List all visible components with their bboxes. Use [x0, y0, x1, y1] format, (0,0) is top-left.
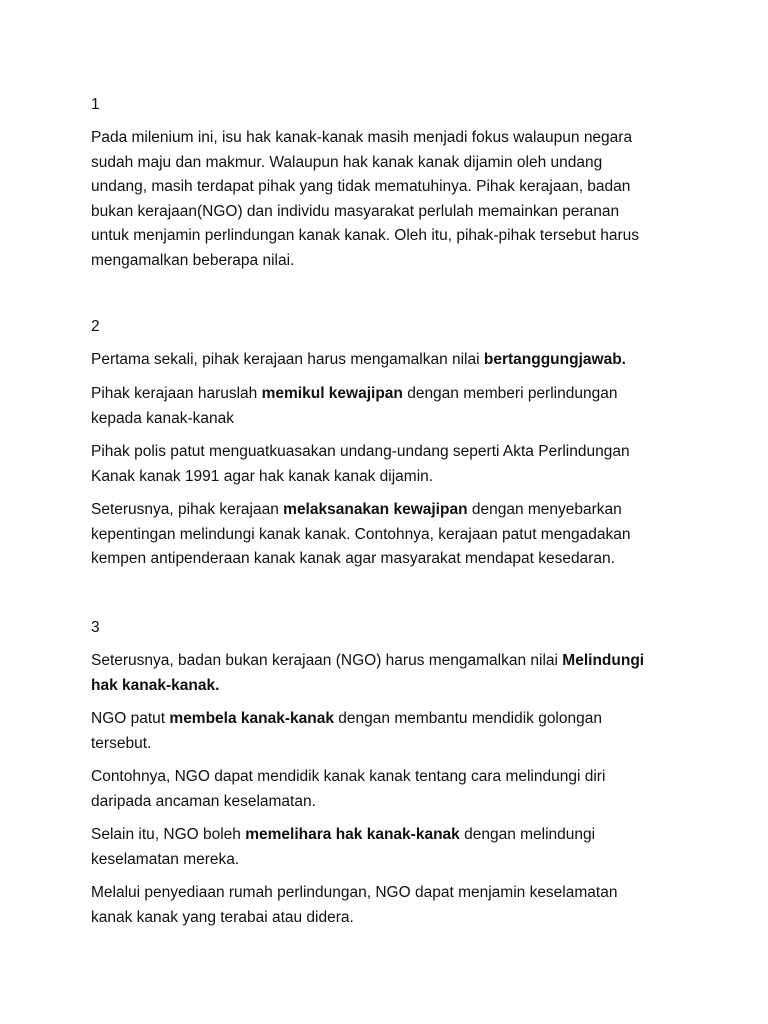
text-line: tersebut.: [91, 734, 152, 752]
text-line: mengamalkan beberapa nilai.: [91, 251, 295, 269]
text-line: kepada kanak-kanak: [91, 409, 235, 427]
paragraph: [91, 881, 691, 930]
paragraph: [91, 348, 691, 373]
paragraph: [91, 126, 691, 273]
text-line: bukan kerajaan(NGO) dan individu masyarakat perlulah memainkan peranan: [91, 202, 620, 220]
text-line: sudah maju dan makmur. Walaupun hak kanak kanak dijamin oleh undang: [91, 153, 603, 171]
text-line: Pada milenium ini, isu hak kanak-kanak masih menjadi fokus walaupun negara: [91, 129, 633, 146]
text-line: Melalui penyediaan rumah perlindungan, NGO dapat menjamin keselamatan: [91, 884, 618, 901]
text-line: kempen antipenderaan kanak kanak agar masyarakat mendapat kesedaran.: [91, 550, 615, 567]
bold-keyword: melaksanakan kewajipan: [283, 501, 468, 518]
paragraph: [91, 382, 691, 431]
text-line: Contohnya, NGO dapat mendidik kanak kanak tentang cara melindungi diri: [91, 768, 606, 785]
text-line: kepentingan melindungi kanak kanak. Contohnya, kerajaan patut mengadakan: [91, 525, 631, 543]
text-line: [91, 674, 691, 699]
text-line: kanak kanak yang terabai atau didera.: [91, 908, 354, 926]
bold-keyword: hak kanak-kanak.: [91, 676, 220, 694]
text-line: Pihak kerajaan haruslah memikul kewajipan dengan memberi perlindungan: [91, 385, 618, 402]
bold-keyword: Melindungi: [562, 652, 645, 669]
text-line: Pertama sekali, pihak kerajaan harus mengamalkan nilai bertanggungjawab.: [91, 351, 626, 368]
paragraph: [91, 498, 691, 572]
section-number: 3: [91, 619, 100, 636]
text-line: daripada ancaman keselamatan.: [91, 792, 316, 810]
paragraph: [91, 649, 691, 698]
text-line: Seterusnya, pihak kerajaan melaksanakan kewajipan dengan menyebarkan: [91, 501, 622, 518]
paragraph: [91, 440, 691, 489]
bold-keyword: bertanggungjawab.: [483, 351, 626, 368]
paragraph: [91, 707, 691, 756]
bold-keyword: memelihara hak kanak-kanak: [245, 826, 460, 843]
text-line: NGO patut membela kanak-kanak dengan membantu mendidik golongan: [91, 710, 602, 727]
text-line: Kanak kanak 1991 agar hak kanak kanak dijamin.: [91, 467, 434, 485]
paragraph: [91, 765, 691, 814]
paragraph: [91, 823, 691, 872]
text-line: keselamatan mereka.: [91, 850, 240, 868]
section-number: 1: [91, 96, 100, 113]
text-line: undang, masih terdapat pihak yang tidak mematuhinya. Pihak kerajaan, badan: [91, 178, 631, 195]
bold-keyword: memikul kewajipan: [261, 385, 403, 402]
text-line: Seterusnya, badan bukan kerajaan (NGO) harus mengamalkan nilai Melindungi: [91, 652, 645, 669]
text-line: Pihak polis patut menguatkuasakan undang-undang seperti Akta Perlindungan: [91, 443, 630, 460]
text-line: Selain itu, NGO boleh memelihara hak kanak-kanak dengan melindungi: [91, 826, 596, 843]
text-line: untuk menjamin perlindungan kanak kanak. Oleh itu, pihak-pihak tersebut harus: [91, 227, 639, 244]
section-number: 2: [91, 318, 100, 335]
bold-keyword: membela kanak-kanak: [169, 710, 334, 727]
